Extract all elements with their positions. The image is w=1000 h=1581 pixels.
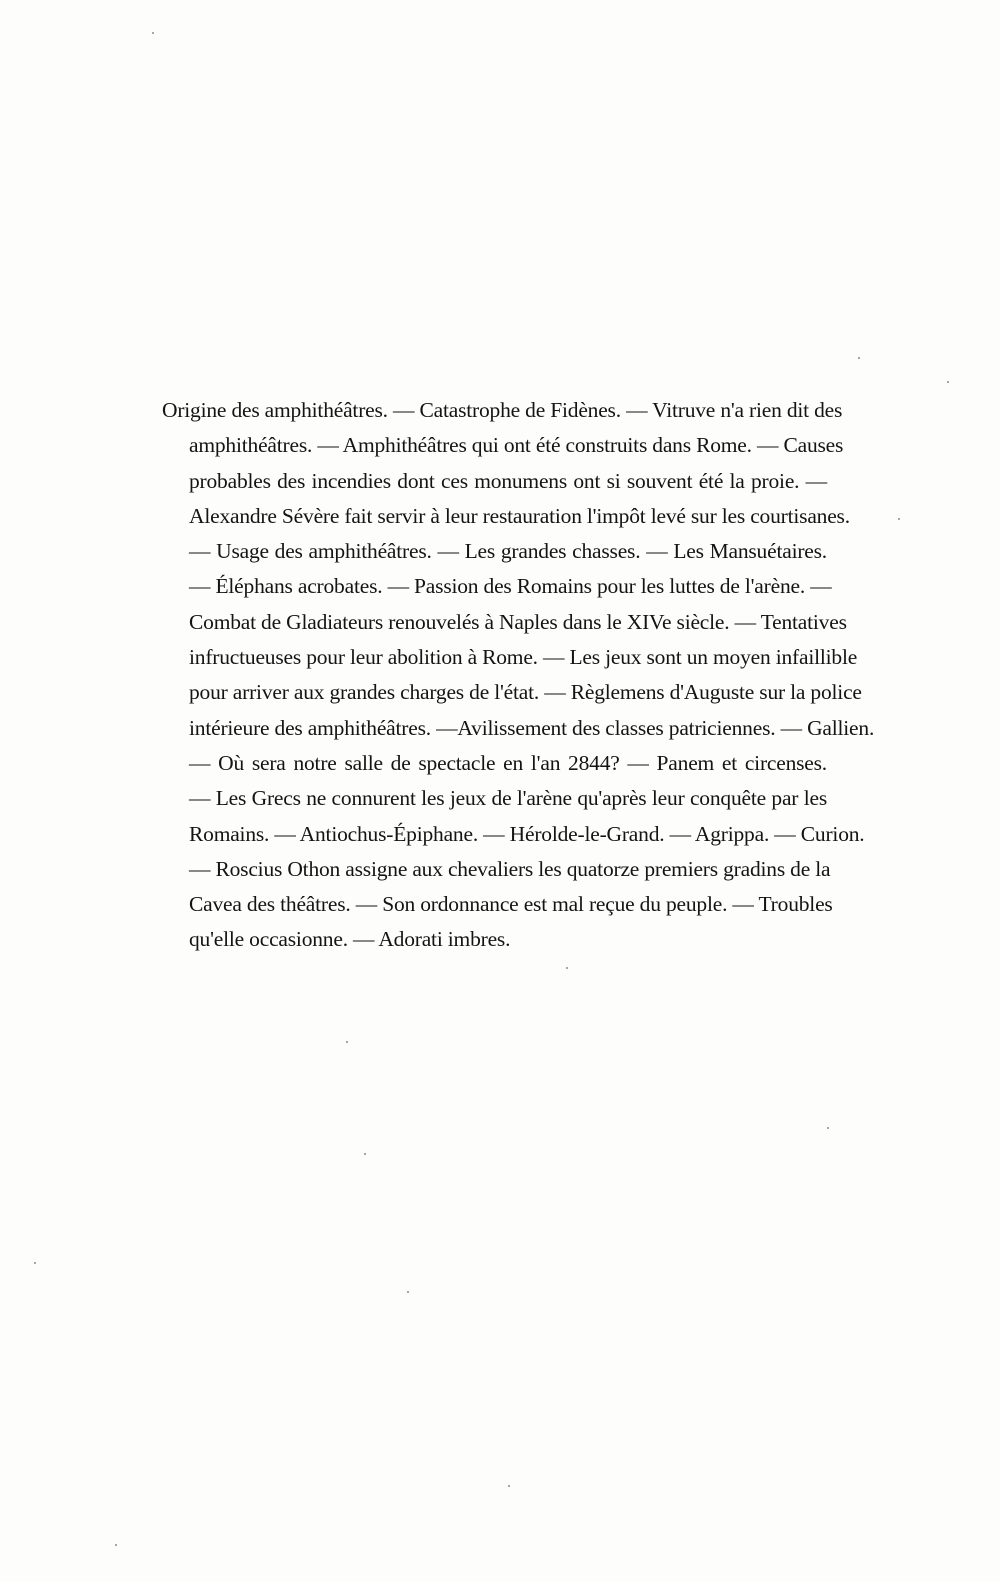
paper-speck xyxy=(858,357,860,359)
summary-line: — Éléphans acrobates. — Passion des Romains pour les luttes de l'arène. — xyxy=(189,574,832,599)
paper-speck xyxy=(346,1041,348,1043)
summary-line: qu'elle occasionne. — Adorati imbres. xyxy=(189,927,511,952)
summary-line: Origine des amphithéâtres. — Catastrophe de Fidènes. — Vitruve n'a rien dit des xyxy=(162,398,843,422)
paper-speck xyxy=(152,32,154,34)
paper-speck xyxy=(407,1291,409,1293)
summary-line: probables des incendies dont ces monumens ont si souvent été la proie. — xyxy=(189,468,827,493)
paper-speck xyxy=(508,1485,510,1487)
summary-line: — Les Grecs ne connurent les jeux de l'arène qu'après leur conquête par les xyxy=(189,786,827,811)
summary-line: pour arriver aux grandes charges de l'état. — Règlemens d'Auguste sur la police xyxy=(189,680,862,705)
summary-line: infructueuses pour leur abolition à Rome. — Les jeux sont un moyen infaillible xyxy=(189,645,858,670)
summary-line: Romains. — Antiochus-Épiphane. — Hérolde-le-Grand. — Agrippa. — Curion. xyxy=(189,821,865,846)
summary-line: — Où sera notre salle de spectacle en l'an 2844? — Panem et circenses. xyxy=(189,750,827,775)
paper-speck xyxy=(898,518,900,520)
paper-speck xyxy=(34,1262,36,1264)
paper-speck xyxy=(827,1127,829,1129)
summary-line: Cavea des théâtres. — Son ordonnance est mal reçue du peuple. — Troubles xyxy=(189,892,833,917)
paper-speck xyxy=(364,1153,366,1155)
summary-line: — Roscius Othon assigne aux chevaliers les quatorze premiers gradins de la xyxy=(189,856,831,881)
summary-line: intérieure des amphithéâtres. —Avilissement des classes patriciennes. — Gallien. xyxy=(189,715,875,740)
paper-speck xyxy=(115,1544,117,1546)
paper-speck xyxy=(947,381,949,383)
paper-speck xyxy=(566,967,568,969)
summary-line: Alexandre Sévère fait servir à leur restauration l'impôt levé sur les courtisanes. xyxy=(189,503,850,528)
summary-line: amphithéâtres. — Amphithéâtres qui ont été construits dans Rome. — Causes xyxy=(189,433,844,458)
summary-line: — Usage des amphithéâtres. — Les grandes chasses. — Les Mansuétaires. xyxy=(189,539,827,564)
chapter-summary xyxy=(162,393,875,958)
summary-line: Combat de Gladiateurs renouvelés à Naples dans le XIVe siècle. — Tentatives xyxy=(189,609,847,634)
